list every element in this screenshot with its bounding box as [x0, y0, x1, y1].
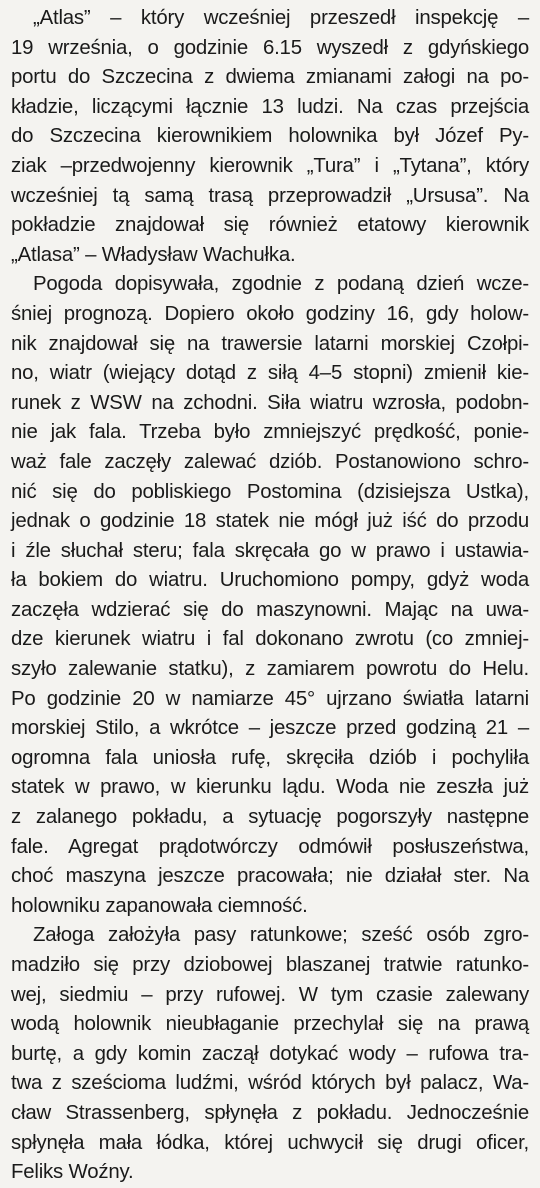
text-line: dze kierunek wiatru i fal dokonano zwrotu (co zmniej-	[11, 628, 529, 651]
text-line: „Atlasa” – Władysław Wachułka.	[11, 243, 296, 266]
text-line: wej, siedmiu – przy rufowej. W tym czasie zalewany	[11, 983, 529, 1006]
text-line: ziak –przedwojenny kierownik „Tura” i „Tytana”, który	[11, 154, 529, 177]
text-line: runek z WSW na zchodni. Siła wiatru wzrosła, podobn-	[11, 391, 529, 414]
text-line: no, wiatr (wiejący dotąd z siłą 4–5 stopni) zmienił kie-	[11, 362, 529, 385]
text-line: śniej prognozą. Dopiero około godziny 16, gdy holow-	[11, 302, 529, 325]
text-line: Feliks Woźny.	[11, 1161, 134, 1184]
text-line: i źle słuchał steru; fala skręcała go w prawo i ustawia-	[11, 539, 529, 562]
text-line: waż fale zaczęły zalewać dziób. Postanowiono schro-	[11, 450, 529, 473]
text-line: wodą holownik nieubłaganie przechylał się na prawą	[11, 1013, 529, 1036]
text-line: zaczęła wdzierać się do maszynowni. Mając na uwa-	[11, 598, 529, 621]
text-line: kładzie, liczącymi łącznie 13 ludzi. Na czas przejścia	[11, 95, 529, 118]
text-line: 19 września, o godzinie 6.15 wyszedł z gdyńskiego	[11, 36, 529, 59]
paragraph-3	[11, 921, 529, 1187]
text-line: wcześniej tą samą trasą przeprowadził „Ursusa”. Na	[11, 184, 529, 207]
text-line: nić się do pobliskiego Postomina (dzisiejsza Ustka),	[11, 480, 529, 503]
text-line: fale. Agregat prądotwórczy odmówił posłuszeństwa,	[11, 835, 529, 858]
text-line: szyło zalewanie statku), z zamiarem powrotu do Helu.	[11, 658, 529, 681]
text-line: Załoga założyła pasy ratunkowe; sześć osób zgro-	[33, 924, 529, 947]
text-line: morskiej Stilo, a wkrótce – jeszcze przed godziną 21 –	[11, 717, 529, 740]
text-line: z zalanego pokładu, a sytuację pogorszyły następne	[11, 806, 529, 829]
text-line: jednak o godzinie 18 statek nie mógł już iść do przodu	[11, 510, 529, 533]
paragraph-1	[11, 4, 529, 270]
text-line: madziło się przy dziobowej blaszanej tratwie ratunko-	[11, 954, 529, 976]
text-line: Po godzinie 20 w namiarze 45° ujrzano światła latarni	[11, 687, 529, 710]
text-line: statek w prawo, w kierunku lądu. Woda nie zeszła już	[11, 776, 529, 799]
text-line: „Atlas” – który wcześniej przeszedł inspekcję –	[33, 7, 529, 29]
text-line: do Szczecina kierownikiem holownika był Józef Py-	[11, 125, 529, 148]
text-line: twa z sześcioma ludźmi, wśród których był palacz, Wa-	[11, 1072, 529, 1095]
text-line: nie jak fala. Trzeba było zmniejszyć prędkość, ponie-	[11, 421, 529, 444]
text-line: pokładzie znajdował się również etatowy kierownik	[11, 214, 529, 237]
text-line: Pogoda dopisywała, zgodnie z podaną dzień wcze-	[33, 273, 529, 296]
text-line: spłynęła mała łódka, której uchwycił się drugi oficer,	[11, 1131, 529, 1154]
paragraph-2	[11, 270, 529, 921]
text-line: portu do Szczecina z dwiema zmianami załogi na po-	[11, 66, 529, 89]
text-line: nik znajdował się na trawersie latarni morskiej Czołpi-	[11, 332, 529, 355]
text-line: ogromna fala uniosła rufę, skręciła dziób i pochyliła	[11, 746, 529, 769]
text-line: choć maszyna jeszcze pracowała; nie działał ster. Na	[11, 865, 529, 888]
text-line: holowniku zapanowała ciemność.	[11, 894, 308, 917]
text-line: ła bokiem do wiatru. Uruchomiono pompy, gdyż woda	[11, 569, 529, 592]
text-line: cław Strassenberg, spłynęła z pokładu. Jednocześnie	[11, 1101, 529, 1124]
text-line: burtę, a gdy komin zaczął dotykać wody – rufowa tra-	[11, 1042, 529, 1065]
